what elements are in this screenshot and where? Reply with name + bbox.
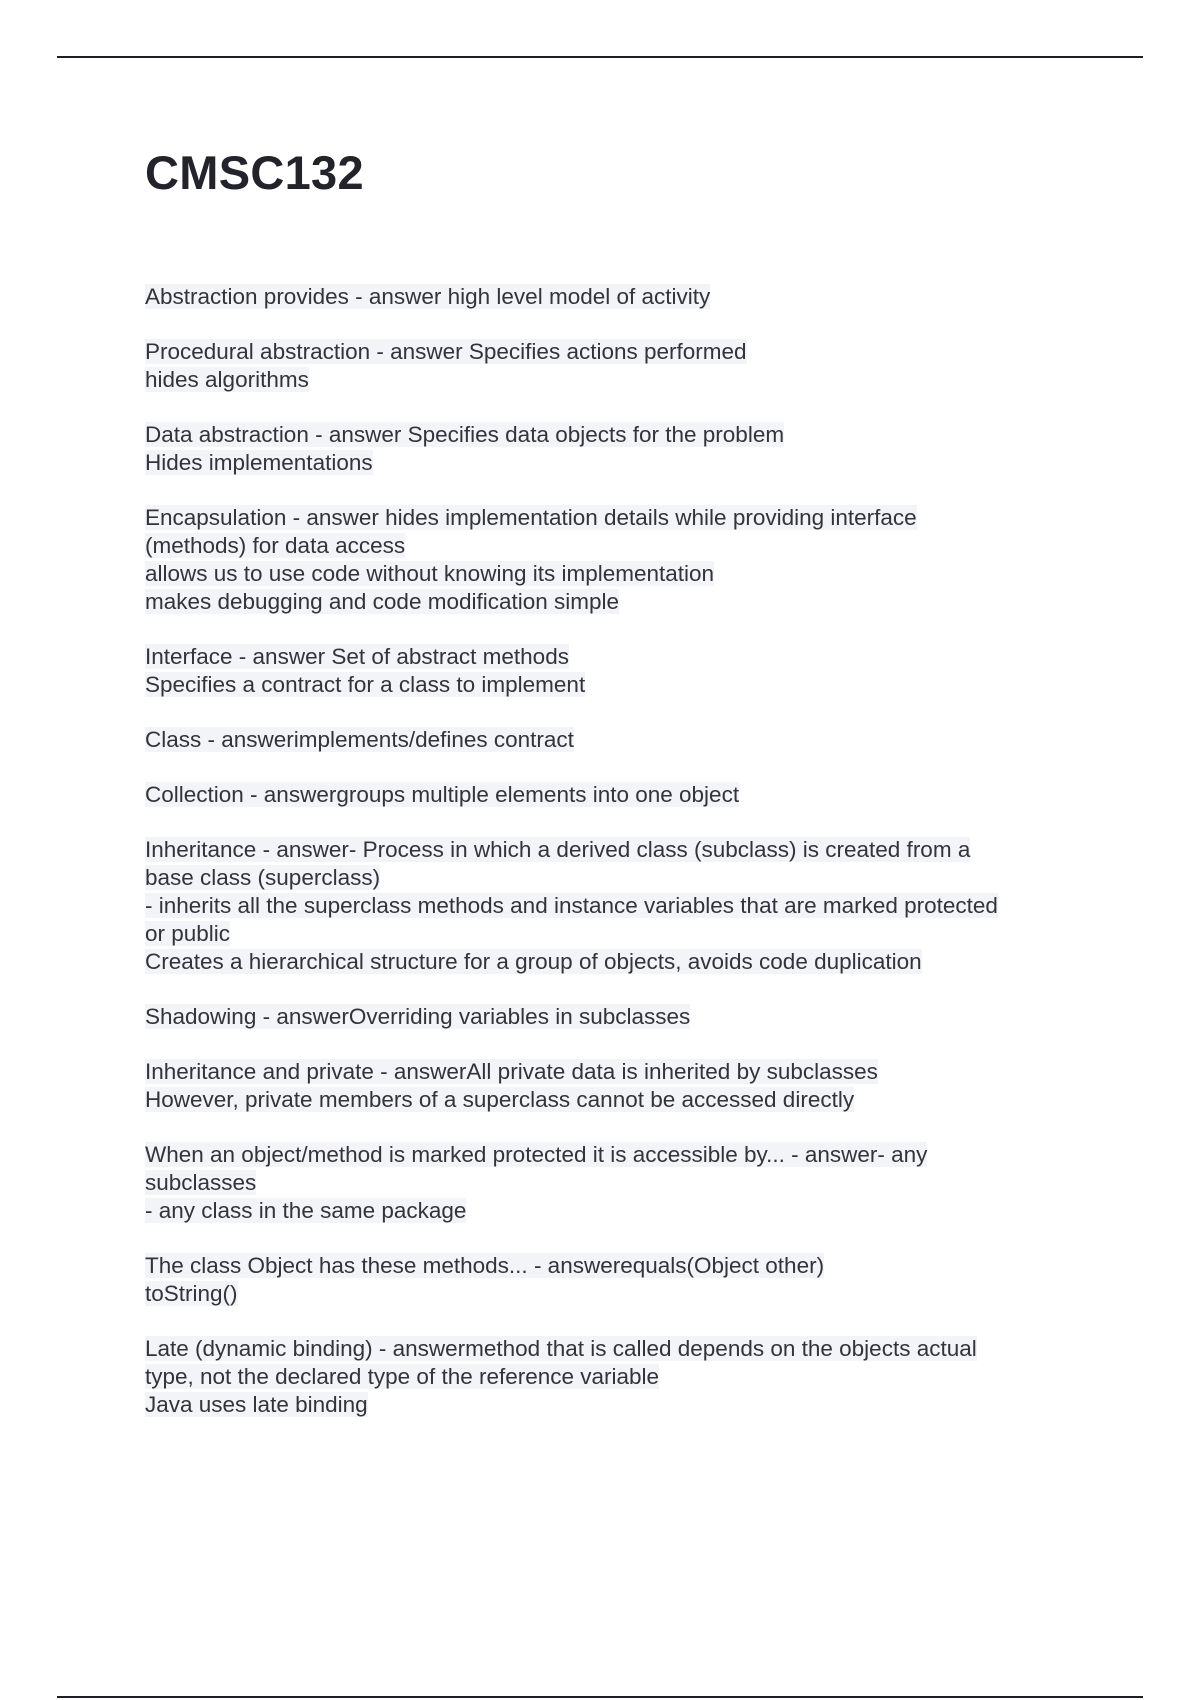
entry-line: Inheritance - answer- Process in which a derived class (subclass) is created from a [145, 837, 971, 862]
entry-line: allows us to use code without knowing its implementation [145, 561, 715, 586]
entry-line: Procedural abstraction - answer Specifies actions performed [145, 339, 747, 364]
entry-line: Java uses late binding [145, 1392, 368, 1417]
entry-line: toString() [145, 1281, 238, 1306]
entry-line: Late (dynamic binding) - answermethod that is called depends on the objects actual [145, 1336, 977, 1361]
entry-line: Specifies a contract for a class to implement [145, 672, 586, 697]
entry-line: subclasses [145, 1170, 257, 1195]
entry-line: hides algorithms [145, 367, 309, 392]
qa-entry [145, 726, 1075, 754]
entry-line: Data abstraction - answer Specifies data objects for the problem [145, 422, 785, 447]
entry-line: (methods) for data access [145, 533, 406, 558]
qa-entry [145, 643, 1075, 699]
entry-line: Interface - answer Set of abstract methods [145, 644, 569, 669]
entry-line: Creates a hierarchical structure for a group of objects, avoids code duplication [145, 949, 922, 974]
qa-entry [145, 781, 1075, 809]
qa-entry [145, 1058, 1075, 1114]
entry-line: Abstraction provides - answer high level model of activity [145, 284, 711, 309]
entry-line: Shadowing - answerOverriding variables in subclasses [145, 1004, 691, 1029]
entry-line: Collection - answergroups multiple elements into one object [145, 782, 740, 807]
qa-entry [145, 836, 1075, 976]
entry-line: Class - answerimplements/defines contract [145, 727, 574, 752]
bottom-rule [57, 1696, 1143, 1698]
entry-line: However, private members of a superclass cannot be accessed directly [145, 1087, 855, 1112]
entry-line: makes debugging and code modification simple [145, 589, 620, 614]
qa-entry [145, 504, 1075, 616]
qa-entry [145, 1252, 1075, 1308]
qa-list [145, 283, 1075, 1446]
qa-entry [145, 1003, 1075, 1031]
entry-line: Inheritance and private - answerAll private data is inherited by subclasses [145, 1059, 878, 1084]
qa-entry [145, 1335, 1075, 1419]
top-rule [57, 56, 1143, 58]
entry-line: Encapsulation - answer hides implementation details while providing interface [145, 505, 917, 530]
qa-entry [145, 421, 1075, 477]
entry-line: - any class in the same package [145, 1198, 467, 1223]
qa-entry [145, 338, 1075, 394]
document-title: CMSC132 [145, 146, 364, 199]
entry-line: Hides implementations [145, 450, 373, 475]
entry-line: - inherits all the superclass methods and instance variables that are marked protected [145, 893, 998, 918]
qa-entry [145, 283, 1075, 311]
qa-entry [145, 1141, 1075, 1225]
entry-line: type, not the declared type of the reference variable [145, 1364, 660, 1389]
entry-line: or public [145, 921, 231, 946]
entry-line: The class Object has these methods... - answerequals(Object other) [145, 1253, 825, 1278]
entry-line: When an object/method is marked protected it is accessible by... - answer- any [145, 1142, 928, 1167]
entry-line: base class (superclass) [145, 865, 381, 890]
